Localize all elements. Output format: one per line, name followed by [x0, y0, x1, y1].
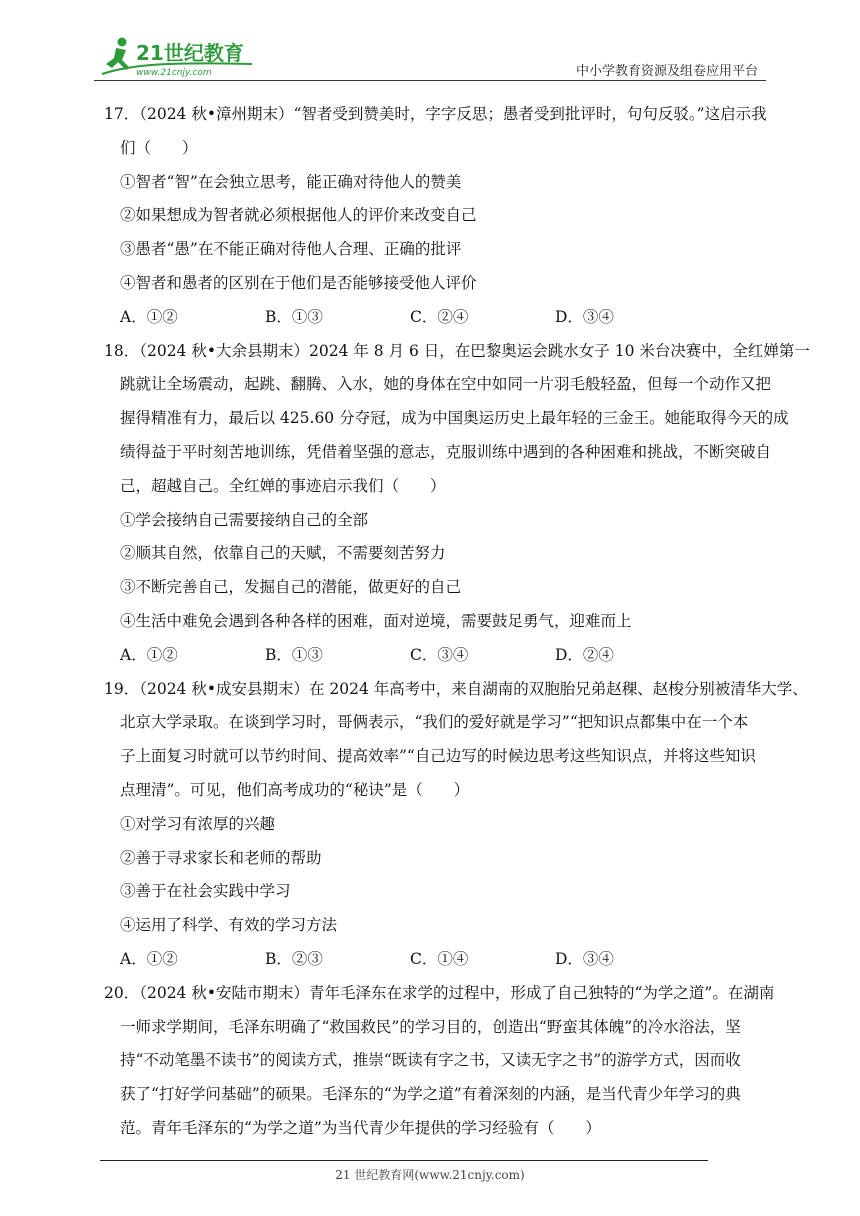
choice-d: D．②④	[555, 645, 614, 664]
statement-option: ①对学习有浓厚的兴趣	[120, 814, 276, 833]
statement-option: ④生活中难免会遇到各种各样的困难，面对逆境，需要鼓足勇气，迎难而上	[120, 611, 632, 630]
svg-text:21世纪教育: 21世纪教育	[136, 41, 244, 65]
question-list	[104, 98, 810, 1146]
statement-option: ②善于寻求家长和老师的帮助	[120, 848, 322, 867]
choice-b: B．①③	[265, 307, 323, 326]
21cnjy-logo	[92, 34, 262, 82]
statement-option: ③愚者“愚”在不能正确对待他人合理、正确的批评	[120, 240, 462, 259]
answer-choices	[104, 301, 764, 335]
question-18	[104, 335, 810, 673]
statement-option: ①学会接纳自己需要接纳自己的全部	[120, 510, 369, 529]
header-platform-text: 中小学教育资源及组卷应用平台	[575, 64, 758, 79]
choice-b: B．①③	[265, 645, 323, 664]
choice-d: D．③④	[555, 307, 614, 326]
choice-c: C．②④	[410, 307, 469, 326]
statement-option: ②顺其自然，依靠自己的天赋，不需要刻苦努力	[120, 544, 446, 563]
question-19	[104, 673, 808, 977]
question-stem-line: 17．（2024 秋•漳州期末）“智者受到赞美时，字字反思；愚者受到批评时，句句反驳。”这启示我	[104, 105, 767, 123]
question-stem-line: 绩得益于平时刻苦地训练，凭借着坚强的意志，克服训练中遇到的各种困难和挑战，不断突破自	[120, 442, 772, 461]
choice-a: A．①②	[120, 307, 178, 326]
question-stem-line: 20．（2024 秋•安陆市期末）青年毛泽东在求学的过程中，形成了自己独特的“为学之道”。在湖南	[104, 983, 775, 1002]
header-divider	[94, 80, 766, 81]
choice-c: C．①④	[410, 949, 469, 968]
question-stem-line: 一师求学期间，毛泽东明确了“救国救民”的学习目的，创造出“野蛮其体魄”的冷水浴法，坚	[120, 1017, 741, 1036]
question-20	[104, 977, 775, 1146]
question-17	[104, 98, 767, 335]
choice-b: B．②③	[265, 949, 323, 968]
answer-choices	[104, 943, 764, 977]
statement-option: ④智者和愚者的区别在于他们是否能够接受他人评价	[120, 273, 477, 292]
statement-option: ④运用了科学、有效的学习方法	[120, 916, 338, 935]
question-stem-line: 们（ ）	[120, 138, 198, 157]
question-stem-line: 19．（2024 秋•成安县期末）在 2024 年高考中，来自湖南的双胞胎兄弟赵稞、赵梭分别被清华大学、	[104, 679, 808, 698]
footer-divider	[100, 1160, 708, 1161]
question-stem-line: 子上面复习时就可以节约时间、提高效率”“自己边写的时候边思考这些知识点，并将这些知识	[120, 747, 756, 766]
question-stem-line: 18．（2024 秋•大余县期末）2024 年 8 月 6 日，在巴黎奥运会跳水女子 10 米台决赛中，全红婵第一	[104, 341, 810, 360]
question-stem-line: 持“不动笔墨不读书”的阅读方式，推崇“既读有字之书，又读无字之书”的游学方式，因而收	[120, 1051, 741, 1070]
question-stem-line: 获了“打好学问基础”的硕果。毛泽东的“为学之道”有着深刻的内涵，是当代青少年学习的典	[120, 1085, 741, 1104]
question-stem-line: 握得精准有力，最后以 425.60 分夺冠，成为中国奥运历史上最年轻的三金王。她能取得今天的成	[120, 409, 789, 428]
page-footer: 21 世纪教育网(www.21cnjy.com)	[335, 1168, 525, 1182]
question-stem-line: 点理清”。可见，他们高考成功的“秘诀”是（ ）	[120, 780, 470, 799]
statement-option: ①智者“智”在会独立思考，能正确对待他人的赞美	[120, 172, 462, 191]
page-header	[0, 0, 860, 82]
question-stem-line: 跳就让全场震动，起跳、翻腾、入水，她的身体在空中如同一片羽毛般轻盈，但每一个动作又把	[120, 375, 772, 394]
question-stem-line: 范。青年毛泽东的“为学之道”为当代青少年提供的学习经验有（ ）	[120, 1118, 601, 1137]
choice-c: C．③④	[410, 645, 469, 664]
choice-a: A．①②	[120, 949, 178, 968]
statement-option: ③不断完善自己，发掘自己的潜能，做更好的自己	[120, 578, 462, 597]
question-stem-line: 北京大学录取。在谈到学习时，哥俩表示，“我们的爱好就是学习”“把知识点都集中在一个本	[120, 713, 749, 732]
choice-d: D．③④	[555, 949, 614, 968]
answer-choices	[104, 639, 764, 673]
choice-a: A．①②	[120, 645, 178, 664]
statement-option: ③善于在社会实践中学习	[120, 882, 291, 901]
statement-option: ②如果想成为智者就必须根据他人的评价来改变自己	[120, 206, 477, 225]
question-stem-line: 己，超越自己。全红婵的事迹启示我们（ ）	[120, 476, 446, 495]
svg-text:www.21cnjy.com: www.21cnjy.com	[136, 68, 212, 78]
